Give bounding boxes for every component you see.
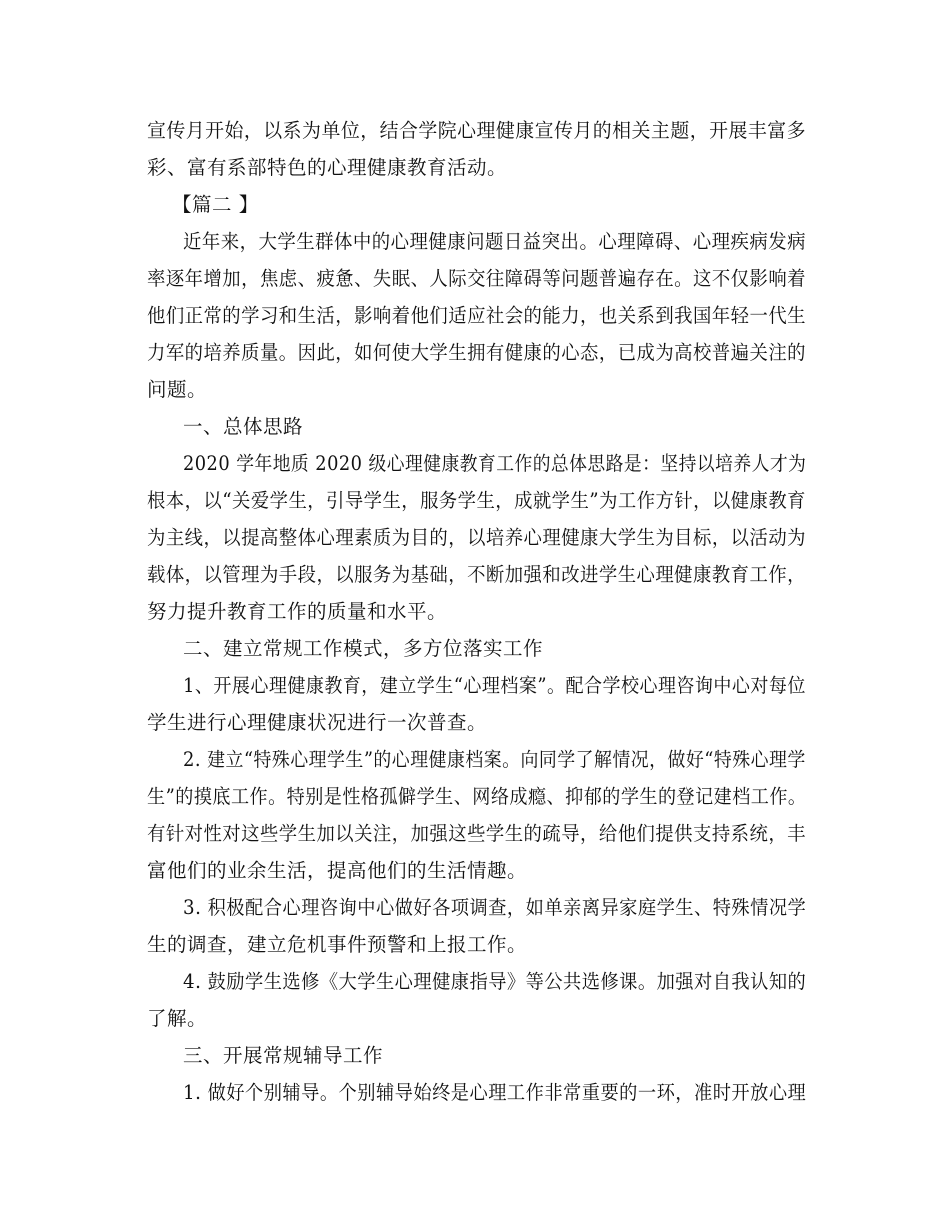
text-line: 1. 做好个别辅导。个别辅导始终是心理工作非常重要的一环，准时开放心理 [183, 1081, 807, 1104]
text-line: 近年来，大学生群体中的心理健康问题日益突出。心理障碍、心理疾病发病 [183, 230, 806, 253]
text-line: 2020 学年地质 2020 级心理健康教育工作的总体思路是：坚持以培养人才为 [183, 452, 807, 475]
text-line: 学生进行心理健康状况进行一次普查。 [147, 711, 488, 734]
text-line: 生的调查，建立危机事件预警和上报工作。 [147, 933, 528, 956]
section-heading: 二、建立常规工作模式，多方位落实工作 [183, 637, 544, 660]
text-line: 生”的摸底工作。特别是性格孤僻学生、网络成瘾、抑郁的学生的登记建档工作。 [147, 785, 807, 808]
text-line: 率逐年增加，焦虑、疲惫、失眠、人际交往障碍等问题普遍存在。这不仅影响着 [147, 267, 806, 290]
text-line: 3. 积极配合心理咨询中心做好各项调查，如单亲离异家庭学生、特殊情况学 [183, 896, 807, 919]
text-line: 宣传月开始，以系为单位，结合学院心理健康宣传月的相关主题，开展丰富多 [147, 119, 807, 142]
text-line: 2. 建立“特殊心理学生”的心理健康档案。向同学了解情况，做好“特殊心理学 [183, 748, 806, 771]
text-line: 有针对性对这些学生加以关注，加强这些学生的疏导，给他们提供支持系统，丰 [147, 822, 806, 845]
text-line: 力军的培养质量。因此，如何使大学生拥有健康的心态，已成为高校普遍关注的 [147, 341, 806, 364]
text-line: 了解。 [147, 1007, 208, 1030]
text-line: 彩、富有系部特色的心理健康教育活动。 [147, 156, 508, 179]
text-line: 问题。 [147, 378, 208, 401]
text-line: 1、开展心理健康教育，建立学生“心理档案”。配合学校心理咨询中心对每位 [183, 674, 806, 697]
text-line: 根本，以“关爱学生，引导学生，服务学生，成就学生”为工作方针，以健康教育 [147, 489, 806, 512]
text-line: 他们正常的学习和生活，影响着他们适应社会的能力，也关系到我国年轻一代生 [147, 304, 806, 327]
section-heading: 三、开展常规辅导工作 [183, 1044, 384, 1067]
section-heading: 一、总体思路 [183, 415, 304, 438]
text-line: 富他们的业余生活，提高他们的生活情趣。 [147, 859, 528, 882]
text-line: 4. 鼓励学生选修《大学生心理健康指导》等公共选修课。加强对自我认知的 [183, 970, 807, 993]
section-heading: 【篇二 】 [172, 193, 259, 216]
text-line: 努力提升教育工作的质量和水平。 [147, 600, 448, 623]
text-line: 载体，以管理为手段，以服务为基础，不断加强和改进学生心理健康教育工作， [147, 563, 806, 586]
text-line: 为主线，以提高整体心理素质为目的，以培养心理健康大学生为目标，以活动为 [147, 526, 806, 549]
